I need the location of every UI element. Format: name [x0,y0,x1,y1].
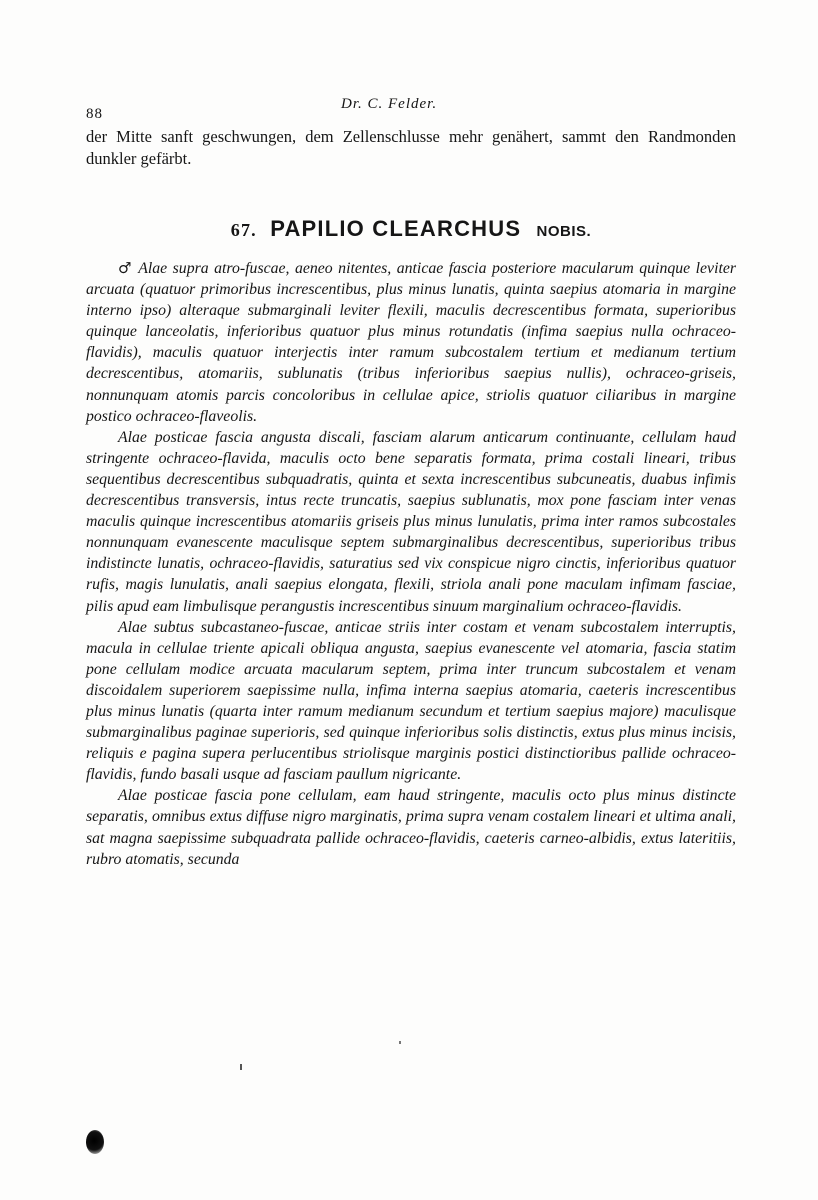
species-name: PAPILIO CLEARCHUS [270,216,522,241]
description-paragraph [86,258,736,427]
page-header [86,96,736,120]
paragraph-text: Alae supra atro-fuscae, aeneo nitentes, anticae fascia posteriore macularum quinque leviter arcuata (quatuor primoribus increscentibus, plus minus lunatis, quinta saepius atomaria in margine interno ipso) alteraque submarginali leviter flexili, maculis decrescentibus formata, superioribus quinque lanceolatis, inferioribus quatuor plus minus rotundatis (infima saepius nulla ochraceo-flavidis), maculis quatuor interjectis inter ramum subcostalem tertium et medianum tertium decrescentibus, atomariis, sublunatis (tribus inferioribus saepius nullis), ochraceo-griseis, nonnunquam atomis parcis concoloribus in cellulae apice, striolis quatuor ciliaribus in margine postico ochraceo-flaveolis. [86,260,736,425]
description-paragraph: Alae subtus subcastaneo-fuscae, anticae striis inter costam et venam subcostalem interruptis, macula in cellulae triente apicali obliqua angusta, saepius evanescente vel atomaria, fascia statim pone cellulam modice arcuata macularum septem, prima inter truncum subcostalem et venam discoidalem superiorem saepissime nulla, infima interna saepius atomaria, caeteris increscentibus plus minus lunatis (quarta inter ramum medianum secundum et tertium saepius majore) maculisque submarginalibus paginae superioris, sed quinque inferioribus solis distinctis, extus plus minus incisis, reliquis e pagina supera perlucentibus striolisque marginis postici distinctioribus pallide ochraceo-flavidis, fundo basali usque ad fasciam paullum nigricante. [86,618,736,784]
species-number: 67. [230,220,257,240]
page-number: 88 [86,106,103,122]
print-speck [240,1064,242,1070]
ink-blot [86,1130,104,1154]
male-symbol-icon: ♂ [118,259,133,277]
intro-paragraph: der Mitte sanft geschwungen, dem Zellenschlusse mehr genähert, sammt den Randmonden dunkler gefärbt. [86,127,736,168]
running-head: Dr. C. Felder. [341,96,438,112]
print-speck [399,1041,401,1044]
latin-description [86,258,736,870]
description-paragraph: Alae posticae fascia pone cellulam, eam haud stringente, maculis octo plus minus distincte separatis, omnibus extus diffuse nigro marginatis, prima supra venam costalem lineari et ultima anali, sat magna saepissime subquadrata pallide ochraceo-flavidis, caeteris carneo-albidis, extus lateritiis, rubro atomatis, secunda [86,787,736,868]
species-heading [86,216,736,242]
description-paragraph: Alae posticae fascia angusta discali, fasciam alarum anticarum continuante, cellulam haud stringente ochraceo-flavida, maculis octo bene separatis formata, prima costali lineari, tribus sequentibus decrescentibus subquadratis, quinta et sexta increscentibus subcuneatis, duabus infimis decrescentibus transversis, intus recte truncatis, saepius sublunatis, mox pone fasciam inter venas maculis quinque increscentibus atomariis griseis plus minus lunulatis, prima inter ramos subcostales nonnunquam evanescente maculisque septem submarginalibus decrescentibus, superioribus tribus indistincte lunatis, ochraceo-flavidis, saturatius sed vix conspicue nigro cinctis, inferioribus quatuor rufis, magis lunulatis, anali saepius elongata, flexili, striola anali pone maculam infimam fasciae, pilis apud eam limbulisque perangustis increscentibus sinuum marginalium ochraceo-flavidis. [86,428,736,615]
species-author: NOBIS. [536,223,592,240]
